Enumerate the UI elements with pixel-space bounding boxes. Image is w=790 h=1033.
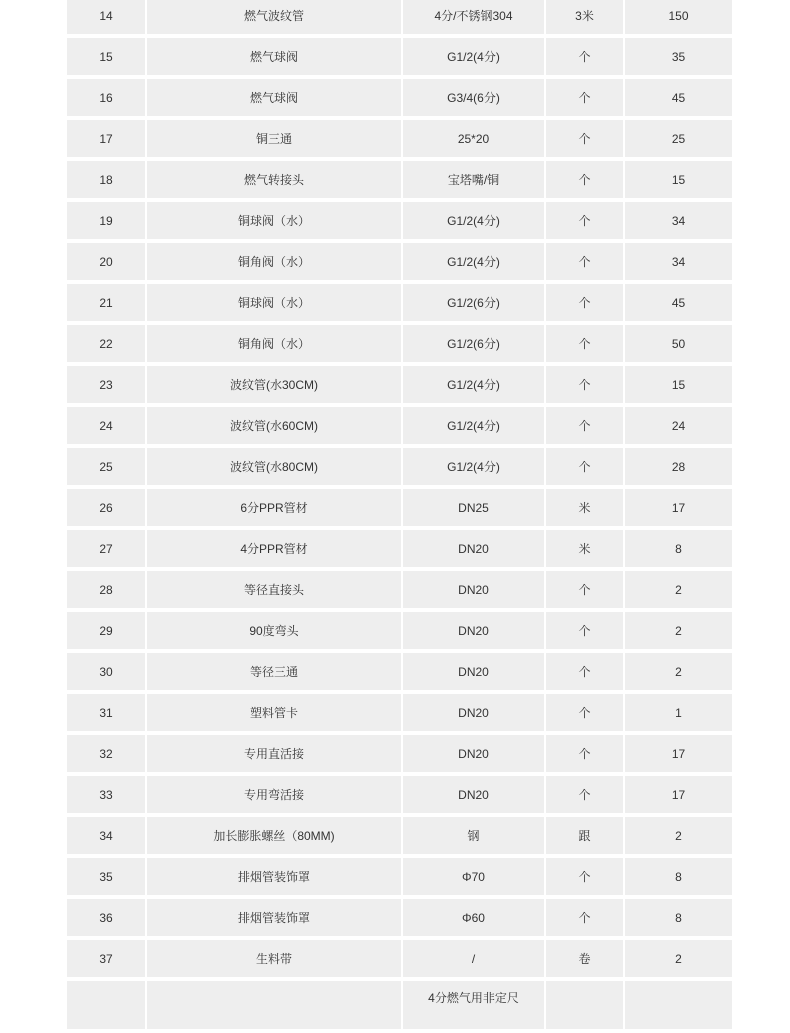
table-row: [67, 202, 732, 239]
item-unit: 个: [546, 161, 623, 198]
item-unit: 个: [546, 407, 623, 444]
row-number: 26: [67, 489, 145, 526]
table-row: [67, 0, 732, 34]
table-row: [67, 243, 732, 280]
row-number: 34: [67, 817, 145, 854]
price-table: [65, 0, 734, 1033]
table-row: [67, 981, 732, 1029]
table-row: [67, 694, 732, 731]
row-number: 32: [67, 735, 145, 772]
item-spec: G1/2(4分): [403, 366, 544, 403]
table-row: [67, 858, 732, 895]
item-spec: 4分/不锈钢304: [403, 0, 544, 34]
item-spec: G1/2(4分): [403, 38, 544, 75]
item-price: 15: [625, 161, 732, 198]
table-row: [67, 38, 732, 75]
item-spec: DN20: [403, 776, 544, 813]
item-name: [147, 981, 401, 1029]
row-number: 33: [67, 776, 145, 813]
item-unit: 个: [546, 653, 623, 690]
item-name: 燃气球阀: [147, 79, 401, 116]
row-number: 27: [67, 530, 145, 567]
table-row: [67, 530, 732, 567]
item-spec: Φ60: [403, 899, 544, 936]
table-row: [67, 325, 732, 362]
item-price: 45: [625, 284, 732, 321]
item-price: 24: [625, 407, 732, 444]
item-spec: DN20: [403, 653, 544, 690]
item-unit: 个: [546, 243, 623, 280]
item-unit: 个: [546, 858, 623, 895]
item-price: 8: [625, 530, 732, 567]
item-name: 燃气球阀: [147, 38, 401, 75]
item-spec: DN20: [403, 735, 544, 772]
item-spec: G1/2(6分): [403, 284, 544, 321]
item-price: 34: [625, 243, 732, 280]
item-name: 6分PPR管材: [147, 489, 401, 526]
table-row: [67, 735, 732, 772]
item-name: 专用直活接: [147, 735, 401, 772]
item-price: 35: [625, 38, 732, 75]
row-number: 35: [67, 858, 145, 895]
row-number: 25: [67, 448, 145, 485]
item-spec: DN20: [403, 694, 544, 731]
item-unit: 个: [546, 38, 623, 75]
item-price: 17: [625, 489, 732, 526]
row-number: 15: [67, 38, 145, 75]
table-row: [67, 653, 732, 690]
item-unit: 跟: [546, 817, 623, 854]
item-name: 专用弯活接: [147, 776, 401, 813]
item-price: 50: [625, 325, 732, 362]
row-number: [67, 981, 145, 1029]
table-row: [67, 161, 732, 198]
item-unit: 个: [546, 448, 623, 485]
row-number: 23: [67, 366, 145, 403]
item-price: 8: [625, 858, 732, 895]
item-name: 加长膨胀螺丝（80MM): [147, 817, 401, 854]
item-name: 燃气波纹管: [147, 0, 401, 34]
item-spec: G3/4(6分): [403, 79, 544, 116]
item-price: 1: [625, 694, 732, 731]
row-number: 20: [67, 243, 145, 280]
row-number: 37: [67, 940, 145, 977]
item-price: 2: [625, 940, 732, 977]
item-price: [625, 981, 732, 1029]
row-number: 24: [67, 407, 145, 444]
row-number: 30: [67, 653, 145, 690]
table-row: [67, 79, 732, 116]
item-price: 150: [625, 0, 732, 34]
row-number: 28: [67, 571, 145, 608]
item-unit: 个: [546, 735, 623, 772]
item-spec: DN20: [403, 612, 544, 649]
table-row: [67, 571, 732, 608]
item-spec: DN20: [403, 530, 544, 567]
item-price: 2: [625, 653, 732, 690]
row-number: 17: [67, 120, 145, 157]
item-spec: DN25: [403, 489, 544, 526]
item-unit: 3米: [546, 0, 623, 34]
item-unit: 个: [546, 79, 623, 116]
item-unit: 个: [546, 202, 623, 239]
row-number: 21: [67, 284, 145, 321]
row-number: 18: [67, 161, 145, 198]
item-name: 波纹管(水30CM): [147, 366, 401, 403]
item-unit: 卷: [546, 940, 623, 977]
item-unit: 米: [546, 489, 623, 526]
item-price: 2: [625, 817, 732, 854]
table-body: [67, 0, 732, 1029]
item-name: 铜球阀（水）: [147, 284, 401, 321]
item-price: 17: [625, 735, 732, 772]
item-unit: 个: [546, 325, 623, 362]
item-unit: 米: [546, 530, 623, 567]
item-name: 4分PPR管材: [147, 530, 401, 567]
table-row: [67, 284, 732, 321]
item-price: 25: [625, 120, 732, 157]
item-name: 铜三通: [147, 120, 401, 157]
item-spec: G1/2(4分): [403, 407, 544, 444]
row-number: 36: [67, 899, 145, 936]
item-unit: 个: [546, 571, 623, 608]
table-row: [67, 366, 732, 403]
item-name: 铜角阀（水）: [147, 243, 401, 280]
item-price: 8: [625, 899, 732, 936]
item-price: 34: [625, 202, 732, 239]
row-number: 16: [67, 79, 145, 116]
item-spec: G1/2(4分): [403, 448, 544, 485]
item-spec: G1/2(4分): [403, 202, 544, 239]
table-row: [67, 776, 732, 813]
item-name: 波纹管(水80CM): [147, 448, 401, 485]
row-number: 22: [67, 325, 145, 362]
item-name: 波纹管(水60CM): [147, 407, 401, 444]
item-unit: 个: [546, 366, 623, 403]
row-number: 14: [67, 0, 145, 34]
item-name: 塑料管卡: [147, 694, 401, 731]
table-row: [67, 448, 732, 485]
item-name: 90度弯头: [147, 612, 401, 649]
item-name: 铜球阀（水）: [147, 202, 401, 239]
item-name: 等径直接头: [147, 571, 401, 608]
row-number: 19: [67, 202, 145, 239]
table-row: [67, 489, 732, 526]
item-unit: 个: [546, 776, 623, 813]
item-name: 铜角阀（水）: [147, 325, 401, 362]
row-number: 29: [67, 612, 145, 649]
table-row: [67, 120, 732, 157]
table-row: [67, 612, 732, 649]
item-name: 排烟管装饰罩: [147, 858, 401, 895]
item-price: 15: [625, 366, 732, 403]
item-unit: 个: [546, 612, 623, 649]
item-spec: Φ70: [403, 858, 544, 895]
item-spec: 25*20: [403, 120, 544, 157]
table-row: [67, 817, 732, 854]
table-row: [67, 940, 732, 977]
item-unit: [546, 981, 623, 1029]
item-unit: 个: [546, 120, 623, 157]
row-number: 31: [67, 694, 145, 731]
item-price: 2: [625, 571, 732, 608]
item-spec: G1/2(6分): [403, 325, 544, 362]
item-spec: 钢: [403, 817, 544, 854]
item-unit: 个: [546, 694, 623, 731]
item-spec: 宝塔嘴/铜: [403, 161, 544, 198]
item-unit: 个: [546, 899, 623, 936]
item-name: 生料带: [147, 940, 401, 977]
item-spec: G1/2(4分): [403, 243, 544, 280]
item-price: 17: [625, 776, 732, 813]
item-price: 2: [625, 612, 732, 649]
item-name: 等径三通: [147, 653, 401, 690]
item-price: 45: [625, 79, 732, 116]
item-name: 燃气转接头: [147, 161, 401, 198]
item-spec: 4分燃气用非定尺: [403, 981, 544, 1029]
table-row: [67, 407, 732, 444]
item-unit: 个: [546, 284, 623, 321]
item-name: 排烟管装饰罩: [147, 899, 401, 936]
item-price: 28: [625, 448, 732, 485]
item-spec: /: [403, 940, 544, 977]
table-row: [67, 899, 732, 936]
item-spec: DN20: [403, 571, 544, 608]
